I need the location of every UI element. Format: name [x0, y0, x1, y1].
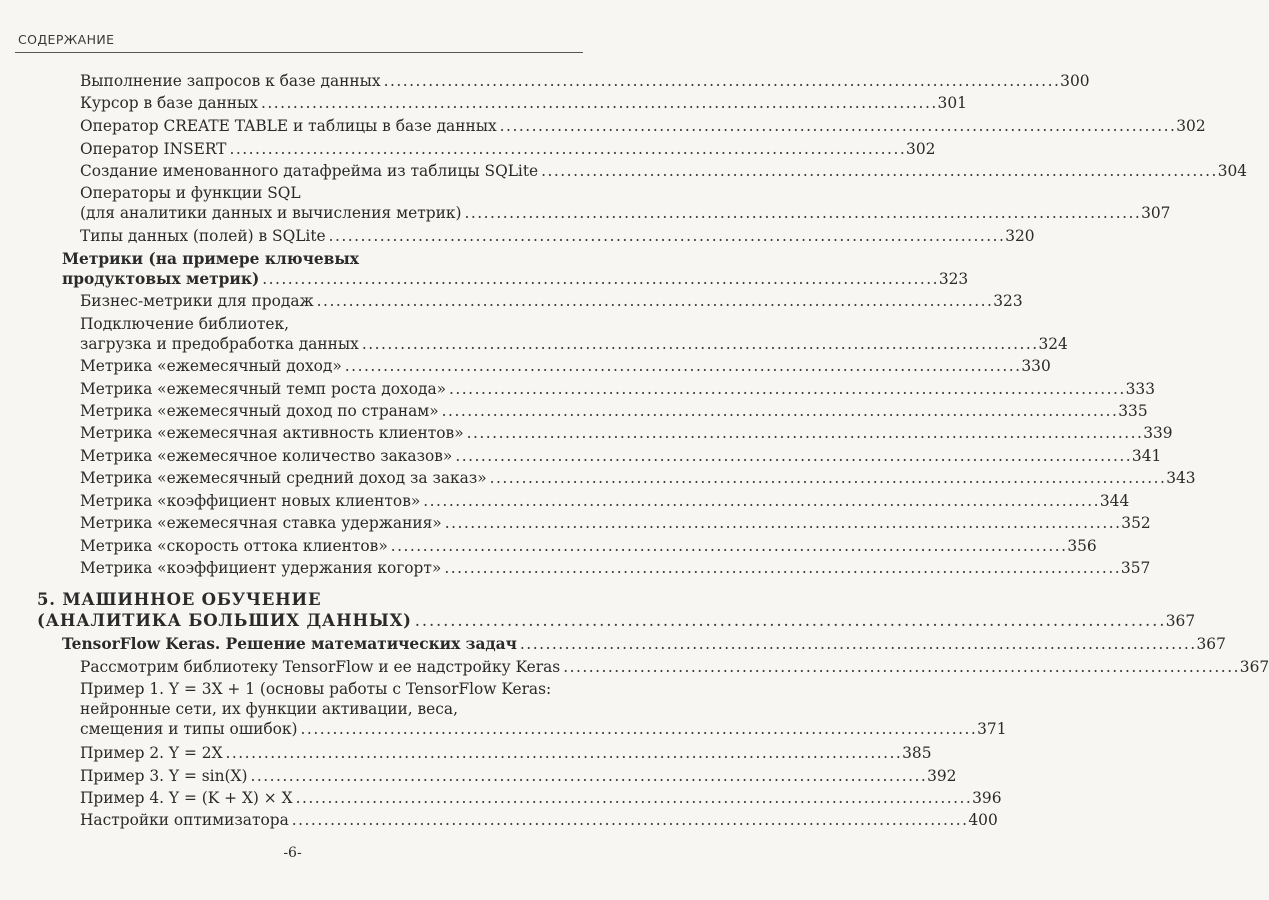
toc-page-number: 343 — [1166, 469, 1196, 487]
leader-dots — [520, 634, 1194, 654]
toc-page-number: 357 — [1120, 559, 1151, 577]
toc-page-number: 323 — [993, 292, 1023, 310]
toc-entry-title: Операторы и функции SQL — [80, 184, 301, 202]
leader-dots — [444, 558, 1118, 578]
toc-entry-title: Метрика «коэффициент удержания когорт» — [80, 559, 442, 577]
page-number: -6- — [283, 845, 302, 861]
toc-page-number: 323 — [938, 270, 969, 288]
toc-entry[interactable] — [80, 766, 957, 786]
toc-entry[interactable] — [80, 116, 1206, 136]
toc-entry-title-cont: (для аналитики данных и вычисления метрик) — [80, 204, 462, 222]
leader-dots — [541, 161, 1215, 181]
leader-dots — [345, 356, 1019, 376]
toc-section-entry[interactable] — [62, 634, 1226, 654]
toc-entry[interactable] — [80, 226, 1035, 246]
toc-page-number: 304 — [1217, 162, 1248, 180]
toc-page-number: 302 — [1176, 117, 1206, 135]
toc-entry-title-cont: продуктовых метрик) — [62, 270, 260, 288]
leader-dots — [445, 513, 1119, 533]
toc-page-number: 396 — [972, 789, 1002, 807]
leader-dots — [362, 334, 1036, 354]
toc-page-number: 300 — [1060, 72, 1090, 90]
leader-dots — [329, 226, 1003, 246]
toc-entry[interactable] — [80, 536, 1097, 556]
toc-page-number: 356 — [1067, 537, 1097, 555]
leader-dots — [455, 446, 1129, 466]
toc-entry[interactable] — [80, 71, 1090, 91]
toc-entry-title: Метрика «ежемесячная активность клиентов» — [80, 424, 464, 442]
toc-entry-title: Метрика «ежемесячный доход» — [80, 357, 342, 375]
toc-section-entry[interactable] — [62, 249, 969, 289]
leader-dots — [391, 536, 1065, 556]
toc-entry[interactable] — [80, 93, 967, 113]
toc-entry[interactable] — [80, 743, 932, 763]
leader-dots — [467, 423, 1141, 443]
toc-entry-title: Метрика «ежемесячная ставка удержания» — [80, 514, 442, 532]
toc-entry-title: Метрика «ежемесячный доход по странам» — [80, 402, 439, 420]
toc-entry-title: Рассмотрим библиотеку TensorFlow и ее надстройку Keras — [80, 658, 561, 676]
leader-dots — [229, 139, 903, 159]
toc-entry-title: Курсор в базе данных — [80, 94, 258, 112]
chapter-title-cont: (АНАЛИТИКА БОЛЬШИХ ДАННЫХ) — [37, 611, 412, 630]
leader-dots — [464, 203, 1138, 223]
toc-entry[interactable] — [80, 657, 1269, 677]
leader-dots — [301, 719, 975, 739]
toc-page-number: 302 — [906, 140, 936, 158]
toc-page-number: 371 — [977, 720, 1007, 738]
leader-dots — [449, 379, 1123, 399]
toc-page-number: 307 — [1141, 204, 1171, 222]
running-header: СОДЕРЖАНИЕ — [18, 32, 115, 47]
leader-dots — [415, 610, 1163, 631]
toc-entry-title: Подключение библиотек, — [80, 315, 289, 333]
toc-entry-title: Пример 4. Y = (K + X) × X — [80, 789, 293, 807]
leader-dots — [442, 401, 1116, 421]
toc-page-number: 367 — [1239, 658, 1269, 676]
toc-entry[interactable] — [80, 679, 1007, 739]
toc-entry-title: Метрика «ежемесячное количество заказов» — [80, 447, 453, 465]
leader-dots — [292, 810, 966, 830]
toc-entry-title: Пример 2. Y = 2X — [80, 744, 223, 762]
toc-entry-title: Метрика «ежемесячный средний доход за заказ» — [80, 469, 487, 487]
toc-page-number: 301 — [937, 94, 967, 112]
toc-entry[interactable] — [80, 423, 1173, 443]
toc-entry-title: Метрики (на примере ключевых — [62, 250, 359, 268]
toc-page-number: 320 — [1005, 227, 1035, 245]
chapter-title: 5. МАШИННОЕ ОБУЧЕНИЕ — [37, 590, 322, 609]
toc-page-number: 333 — [1125, 380, 1155, 398]
toc-page-number: 335 — [1118, 402, 1148, 420]
toc-page-number: 341 — [1131, 447, 1162, 465]
leader-dots — [226, 743, 900, 763]
leader-dots — [500, 116, 1174, 136]
toc-entry-title: Типы данных (полей) в SQLite — [80, 227, 326, 245]
toc-entry[interactable] — [80, 468, 1196, 488]
toc-page-number: 392 — [927, 767, 957, 785]
toc-entry[interactable] — [80, 356, 1051, 376]
toc-entry[interactable] — [80, 291, 1023, 311]
toc-entry-title: Создание именованного датафрейма из таблицы SQLite — [80, 162, 539, 180]
toc-entry-title: Настройки оптимизатора — [80, 811, 289, 829]
toc-page-number: 367 — [1165, 612, 1196, 630]
toc-page-number: 352 — [1121, 514, 1151, 532]
leader-dots — [490, 468, 1164, 488]
toc-entry-title: Выполнение запросов к базе данных — [80, 72, 381, 90]
toc-entry[interactable] — [80, 788, 1002, 808]
toc-page-number: 385 — [902, 744, 932, 762]
leader-dots — [296, 788, 970, 808]
leader-dots — [261, 93, 935, 113]
toc-entry[interactable] — [80, 491, 1130, 511]
toc-chapter-entry[interactable] — [37, 589, 1196, 632]
toc-page-number: 344 — [1099, 492, 1130, 510]
toc-entry[interactable] — [80, 183, 1171, 223]
toc-entry-title: Бизнес-метрики для продаж — [80, 292, 314, 310]
toc-entry[interactable] — [80, 139, 936, 159]
toc-entry[interactable] — [80, 314, 1068, 354]
toc-entry[interactable] — [80, 558, 1151, 578]
leader-dots — [384, 71, 1058, 91]
leader-dots — [423, 491, 1097, 511]
toc-entry-title-cont: смещения и типы ошибок) — [80, 720, 298, 738]
toc-entry-title: TensorFlow Keras. Решение математических задач — [62, 635, 517, 653]
toc-entry-title: Оператор CREATE TABLE и таблицы в базе данных — [80, 117, 497, 135]
toc-entry[interactable] — [80, 161, 1248, 181]
toc-entry-title: Пример 1. Y = 3X + 1 (основы работы с TensorFlow Keras: — [80, 680, 552, 698]
toc-page-number: 330 — [1021, 357, 1051, 375]
toc-entry-title: Метрика «скорость оттока клиентов» — [80, 537, 388, 555]
toc-entry[interactable] — [80, 401, 1148, 421]
toc-entry[interactable] — [80, 446, 1162, 466]
toc-page-number: 400 — [968, 811, 998, 829]
toc-page-number: 367 — [1196, 635, 1226, 653]
toc-entry-title: Метрика «ежемесячный темп роста дохода» — [80, 380, 447, 398]
leader-dots — [317, 291, 991, 311]
toc-entry-title: Оператор INSERT — [80, 140, 227, 158]
leader-dots — [250, 766, 924, 786]
toc-entry[interactable] — [80, 379, 1155, 399]
toc-page-number: 339 — [1143, 424, 1173, 442]
toc-entry-title: Пример 3. Y = sin(X) — [80, 767, 248, 785]
toc-page-number: 324 — [1038, 335, 1068, 353]
leader-dots — [563, 657, 1237, 677]
toc-entry[interactable] — [80, 810, 998, 830]
toc-entry-title-cont: нейронные сети, их функции активации, веса, — [80, 700, 458, 718]
toc-entry-title: Метрика «коэффициент новых клиентов» — [80, 492, 421, 510]
leader-dots — [262, 269, 936, 289]
toc-entry[interactable] — [80, 513, 1151, 533]
toc-entry-title-cont: загрузка и предобработка данных — [80, 335, 359, 353]
